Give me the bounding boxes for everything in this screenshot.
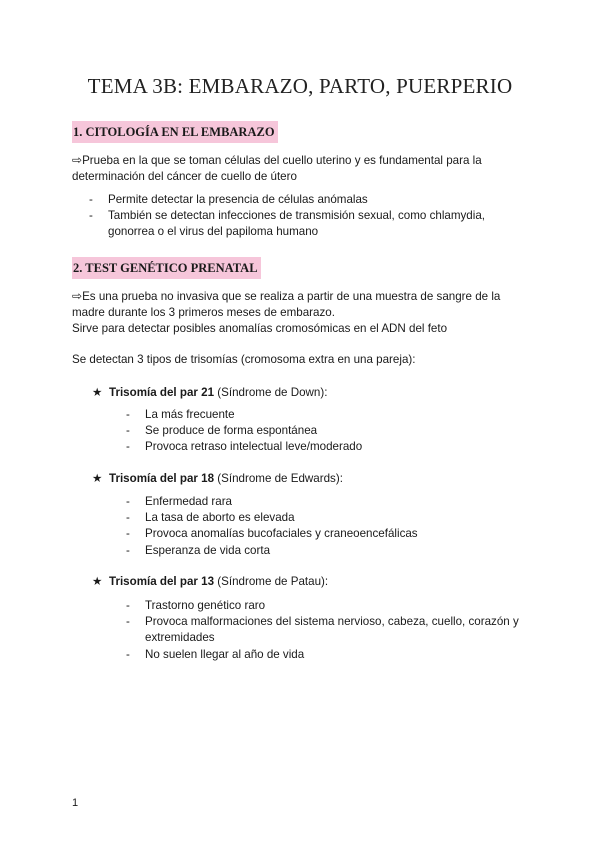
dash-bullet: -	[126, 615, 130, 629]
list-item: - Provoca malformaciones del sistema nervioso, cabeza, cuello, corazón y extremidades	[126, 615, 519, 645]
section1-intro-text: Prueba en la que se toman células del cuello uterino y es fundamental para la determinación del cáncer de cuello de útero	[72, 154, 482, 184]
trisomy-types-line: Se detectan 3 tipos de trisomías (cromosoma extra en una pareja):	[72, 353, 416, 366]
trisomy-21-heading: ★ Trisomía del par 21 (Síndrome de Down):	[92, 385, 327, 401]
list-item: - Enfermedad rara	[126, 494, 526, 510]
list-item: - La más frecuente	[126, 407, 526, 423]
trisomy-13-heading: ★ Trisomía del par 13 (Síndrome de Patau):	[92, 574, 328, 590]
arrow-icon: ⇨	[72, 153, 83, 167]
trisomy-18-heading: ★ Trisomía del par 18 (Síndrome de Edwards):	[92, 471, 343, 487]
trisomy-13-points	[126, 598, 536, 663]
list-item: - Esperanza de vida corta	[126, 543, 526, 559]
list-item: - Trastorno genético raro	[126, 598, 536, 614]
dash-bullet: -	[126, 647, 130, 661]
dash-bullet: -	[89, 193, 93, 206]
dash-bullet: -	[126, 599, 130, 612]
dash-bullet: -	[126, 543, 130, 557]
page-title: TEMA 3B: EMBARAZO, PARTO, PUERPERIO	[87, 74, 513, 98]
dash-bullet: -	[126, 511, 130, 525]
section-heading-test-genetico: 2. TEST GENÉTICO PRENATAL	[72, 257, 261, 279]
section2-intro2-text: Sirve para detectar posibles anomalías cromosómicas en el ADN del feto	[72, 322, 448, 336]
star-icon: ★	[92, 575, 103, 588]
list-item: - Se produce de forma espontánea	[126, 423, 526, 439]
trisomy-18-points	[126, 494, 526, 559]
section2-intro	[72, 288, 534, 338]
list-item: - También se detectan infecciones de transmisión sexual, como chlamydia, gonorrea o el virus del papiloma humano	[89, 209, 485, 239]
list-item: - No suelen llegar al año de vida	[126, 647, 536, 663]
section-heading-citologia: 1. CITOLOGÍA EN EL EMBARAZO	[72, 121, 278, 143]
page-number: 1	[72, 797, 79, 809]
star-icon: ★	[92, 472, 103, 485]
section1-intro	[72, 152, 532, 185]
star-icon: ★	[92, 386, 103, 399]
dash-bullet: -	[126, 527, 130, 541]
dash-bullet: -	[89, 209, 93, 223]
dash-bullet: -	[126, 495, 130, 508]
section1-bullet-list	[89, 192, 519, 241]
list-item: - Permite detectar la presencia de células anómalas	[89, 192, 519, 208]
section2-intro-text: Es una prueba no invasiva que se realiza a partir de una muestra de sangre de la madre durante los 3 primeros meses de embarazo.	[72, 290, 501, 320]
list-item: - Provoca anomalías bucofaciales y craneoencefálicas	[126, 526, 526, 542]
trisomy-21-points	[126, 407, 526, 456]
list-item: - La tasa de aborto es elevada	[126, 510, 526, 526]
dash-bullet: -	[126, 408, 130, 421]
dash-bullet: -	[126, 440, 130, 454]
list-item: - Provoca retraso intelectual leve/moderado	[126, 439, 526, 455]
dash-bullet: -	[126, 424, 130, 438]
arrow-icon: ⇨	[72, 289, 83, 303]
